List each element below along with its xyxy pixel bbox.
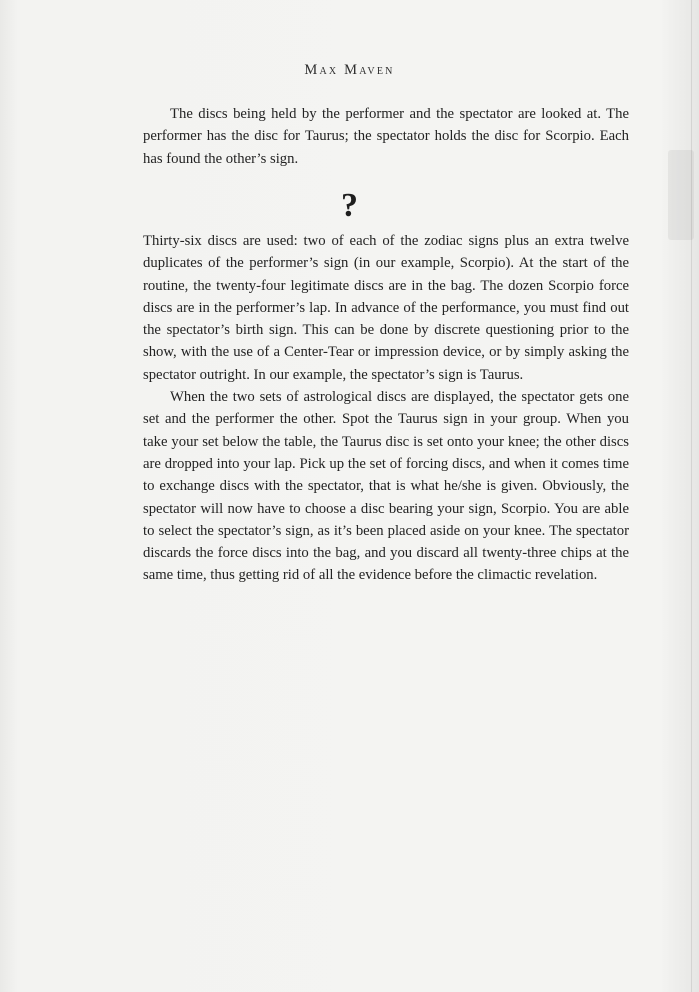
intro-paragraph: The discs being held by the performer and the spectator are looked at. The performer has the disc for Taurus; the spectator holds the disc for Scorpio. Each has found the other’s sign. <box>143 106 629 167</box>
running-head: Max Maven <box>304 62 395 78</box>
intro-block <box>143 103 629 170</box>
paragraph-handling: When the two sets of astrological discs are displayed, the spectator gets one set and the performer the other. Spot the Taurus sign in your group. When you take your set below the table, the Taurus disc is set onto your knee; the other discs are dropped into your lap. Pick up the set of forcing discs, and when it comes time to exchange discs with the spectator, that is what he/she is given. Obviously, the spectator will now have to choose a disc bearing your sign, Scorpio. You are able to select the spectator’s sign, as it’s been placed aside on your knee. The spectator discards the force discs into the bag, and you discard all twenty-three chips at the same time, thus getting rid of all the evidence before the climactic revelation. <box>143 389 629 584</box>
main-text-block <box>143 230 629 587</box>
paragraph-method: Thirty-six discs are used: two of each of the zodiac signs plus an extra twelve duplicates of the performer’s sign (in our example, Scorpio). At the start of the routine, the twenty-four legitimate discs are in the bag. The dozen Scorpio force discs are in the performer’s lap. In advance of the performance, you must find out the spectator’s birth sign. This can be done by discrete questioning prior to the show, with the use of a Center-Tear or impression device, or by simply asking the spectator outright. In our example, the spectator’s sign is Taurus. <box>143 233 629 383</box>
section-ornament: ? <box>341 187 358 224</box>
page-edge <box>691 0 692 992</box>
